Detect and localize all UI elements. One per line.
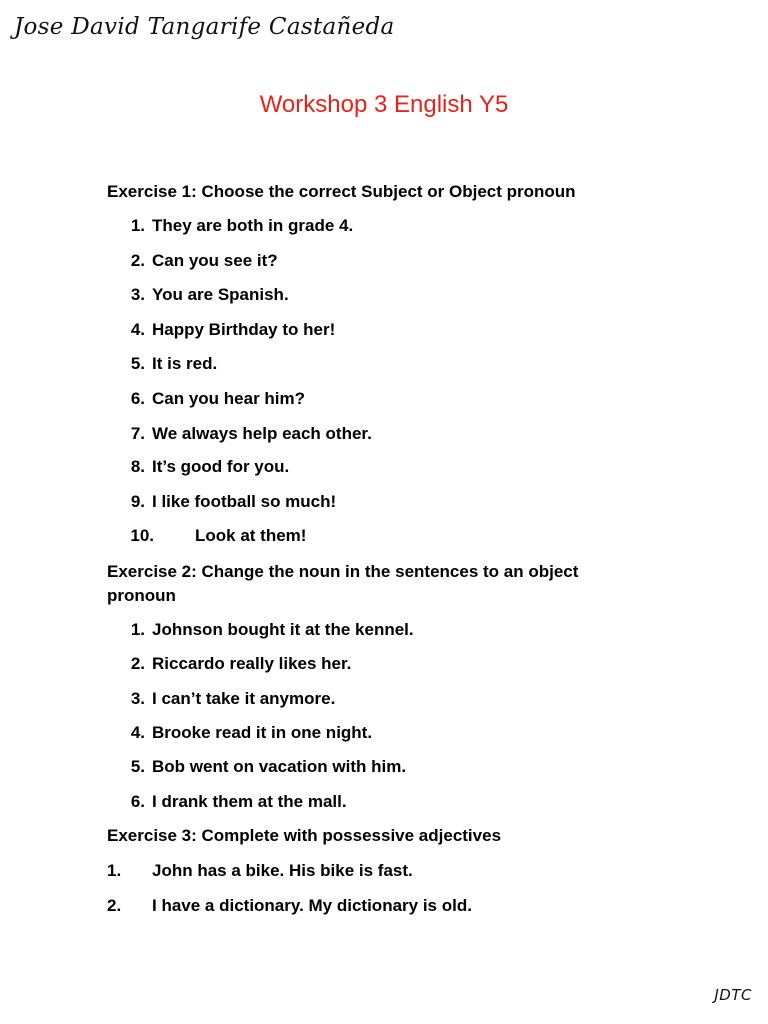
author-signature: Jose David Tangarife Castañeda xyxy=(14,14,395,40)
item-number: 1. xyxy=(107,861,122,880)
item-text: Johnson bought it at the kennel. xyxy=(152,620,414,639)
item-text: I like football so much! xyxy=(152,492,337,511)
exercise-1-heading: Exercise 1: Choose the correct Subject or Object pronoun xyxy=(107,182,576,201)
item-number: 6. xyxy=(130,389,145,408)
item-number: 5. xyxy=(130,757,145,776)
item-text: Riccardo really likes her. xyxy=(152,654,352,673)
item-text: John has a bike. His bike is fast. xyxy=(152,861,413,880)
item-number: 8. xyxy=(130,457,145,476)
item-number: 1. xyxy=(130,620,145,639)
item-text: It is red. xyxy=(152,354,218,373)
item-text: I drank them at the mall. xyxy=(152,792,347,811)
item-number: 9. xyxy=(130,492,145,511)
item-text: You are Spanish. xyxy=(152,285,289,304)
item-number: 6. xyxy=(130,792,145,811)
item-text: Look at them! xyxy=(195,526,307,545)
item-number: 1. xyxy=(130,216,145,235)
item-text: Happy Birthday to her! xyxy=(152,320,336,339)
item-number: 4. xyxy=(130,320,145,339)
item-number: 7. xyxy=(130,424,145,443)
exercise-2-heading: Exercise 2: Change the noun in the sentences to an object pronoun xyxy=(107,562,579,605)
item-text: Can you see it? xyxy=(152,251,278,270)
item-number: 3. xyxy=(130,285,145,304)
footer-initials: JDTC xyxy=(714,986,752,1004)
item-text: I have a dictionary. My dictionary is old. xyxy=(152,896,472,915)
item-text: I can’t take it anymore. xyxy=(152,689,336,708)
item-number: 2. xyxy=(130,654,145,673)
item-number: 2. xyxy=(130,251,145,270)
page-title: Workshop 3 English Y5 xyxy=(259,91,509,118)
item-text: Bob went on vacation with him. xyxy=(152,757,407,776)
exercise-3-heading: Exercise 3: Complete with possessive adjectives xyxy=(107,826,502,845)
item-text: We always help each other. xyxy=(152,424,372,443)
item-text: Brooke read it in one night. xyxy=(152,723,373,742)
item-number: 4. xyxy=(130,723,145,742)
item-text: Can you hear him? xyxy=(152,389,306,408)
item-text: They are both in grade 4. xyxy=(152,216,354,235)
item-number: 5. xyxy=(130,354,145,373)
item-number: 3. xyxy=(130,689,145,708)
item-number: 2. xyxy=(107,896,122,915)
item-number: 10. xyxy=(130,526,154,545)
item-text: It’s good for you. xyxy=(152,457,290,476)
